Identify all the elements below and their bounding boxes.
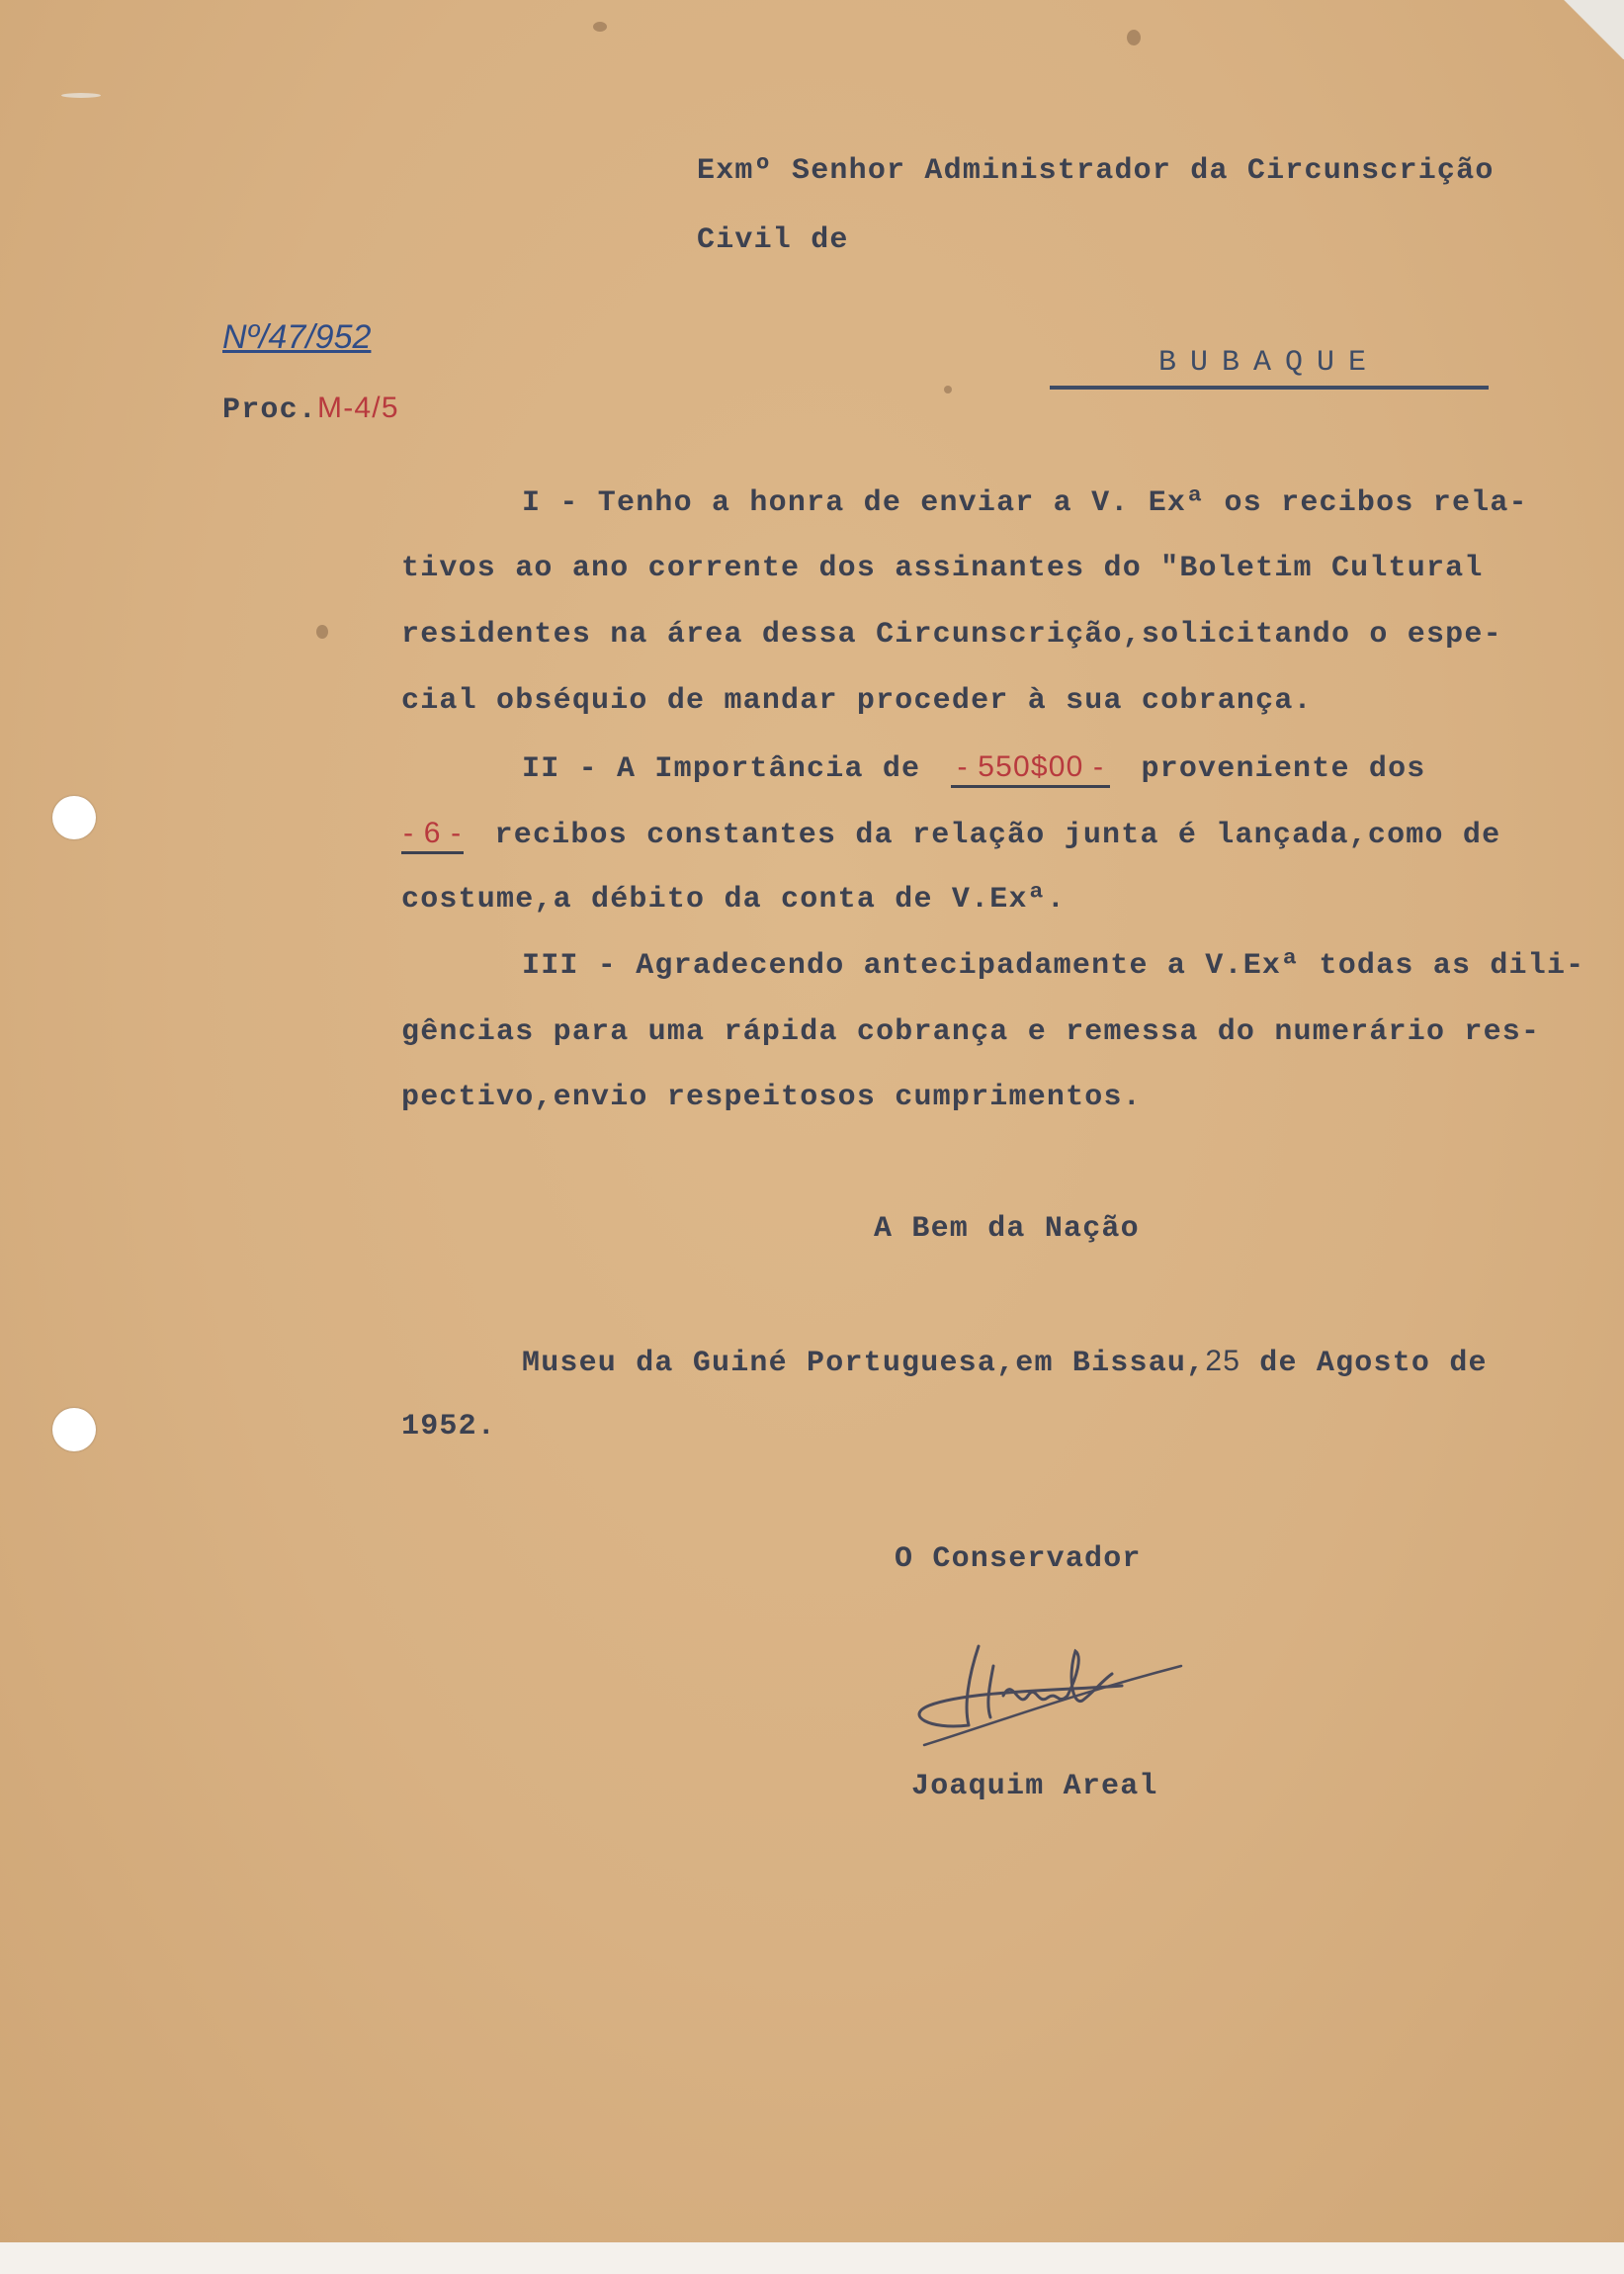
reference-number: Nº/47/952 xyxy=(222,318,372,356)
paragraph-1-line: I - Tenho a honra de enviar a V. Exª os recibos rela- xyxy=(522,486,1528,520)
paragraph-2-line-2: recibos constantes da relação junta é lançada,como de xyxy=(494,819,1501,852)
paper-speck xyxy=(593,22,607,32)
amount-value: - 550$00 - xyxy=(951,750,1110,788)
receipt-count: - 6 - xyxy=(401,817,464,854)
paragraph-2-line xyxy=(401,817,1500,852)
process-prefix: Proc. xyxy=(222,394,318,427)
place-date-line xyxy=(522,1345,1488,1380)
punch-hole-lower xyxy=(52,1408,96,1451)
signer-title: O Conservador xyxy=(895,1542,1142,1576)
paragraph-2-line xyxy=(522,750,1425,786)
signer-name: Joaquim Areal xyxy=(911,1770,1158,1803)
paper-speck xyxy=(316,625,328,639)
paragraph-1-line: residentes na área dessa Circunscrição,solicitando o espe- xyxy=(401,618,1502,652)
paragraph-2-intro: II - A Importância de xyxy=(522,752,921,786)
paragraph-3-line: pectivo,envio respeitosos cumprimentos. xyxy=(401,1081,1142,1114)
addressee-line-2: Civil de xyxy=(697,223,849,257)
process-label xyxy=(222,392,399,427)
paragraph-2-rest: proveniente dos xyxy=(1141,752,1426,786)
folded-corner xyxy=(1535,0,1624,59)
paper-speck xyxy=(61,93,101,98)
paragraph-1-line: cial obséquio de mandar proceder à sua cobrança. xyxy=(401,684,1313,718)
year-line: 1952. xyxy=(401,1410,497,1443)
month-text: de Agosto de xyxy=(1259,1347,1488,1380)
destination-place: BUBAQUE xyxy=(1050,346,1489,390)
place-text: Museu da Guiné Portuguesa,em Bissau, xyxy=(522,1347,1206,1380)
paragraph-1-line: tivos ao ano corrente dos assinantes do "Boletim Cultural xyxy=(401,552,1484,585)
salutation: A Bem da Nação xyxy=(874,1212,1140,1246)
day-value: 25 xyxy=(1205,1345,1241,1377)
paper-speck xyxy=(944,386,952,394)
handwritten-signature xyxy=(909,1636,1196,1755)
paragraph-2-line: costume,a débito da conta de V.Exª. xyxy=(401,883,1067,917)
addressee-line-1: Exmº Senhor Administrador da Circunscrição xyxy=(697,154,1495,188)
process-code: M-4/5 xyxy=(317,392,399,424)
punch-hole-upper xyxy=(52,796,96,839)
paragraph-3-line: III - Agradecendo antecipadamente a V.Exª todas as dili- xyxy=(522,949,1585,983)
scan-border xyxy=(0,2242,1624,2274)
paper-speck xyxy=(1127,30,1141,45)
paragraph-3-line: gências para uma rápida cobrança e remessa do numerário res- xyxy=(401,1015,1541,1049)
